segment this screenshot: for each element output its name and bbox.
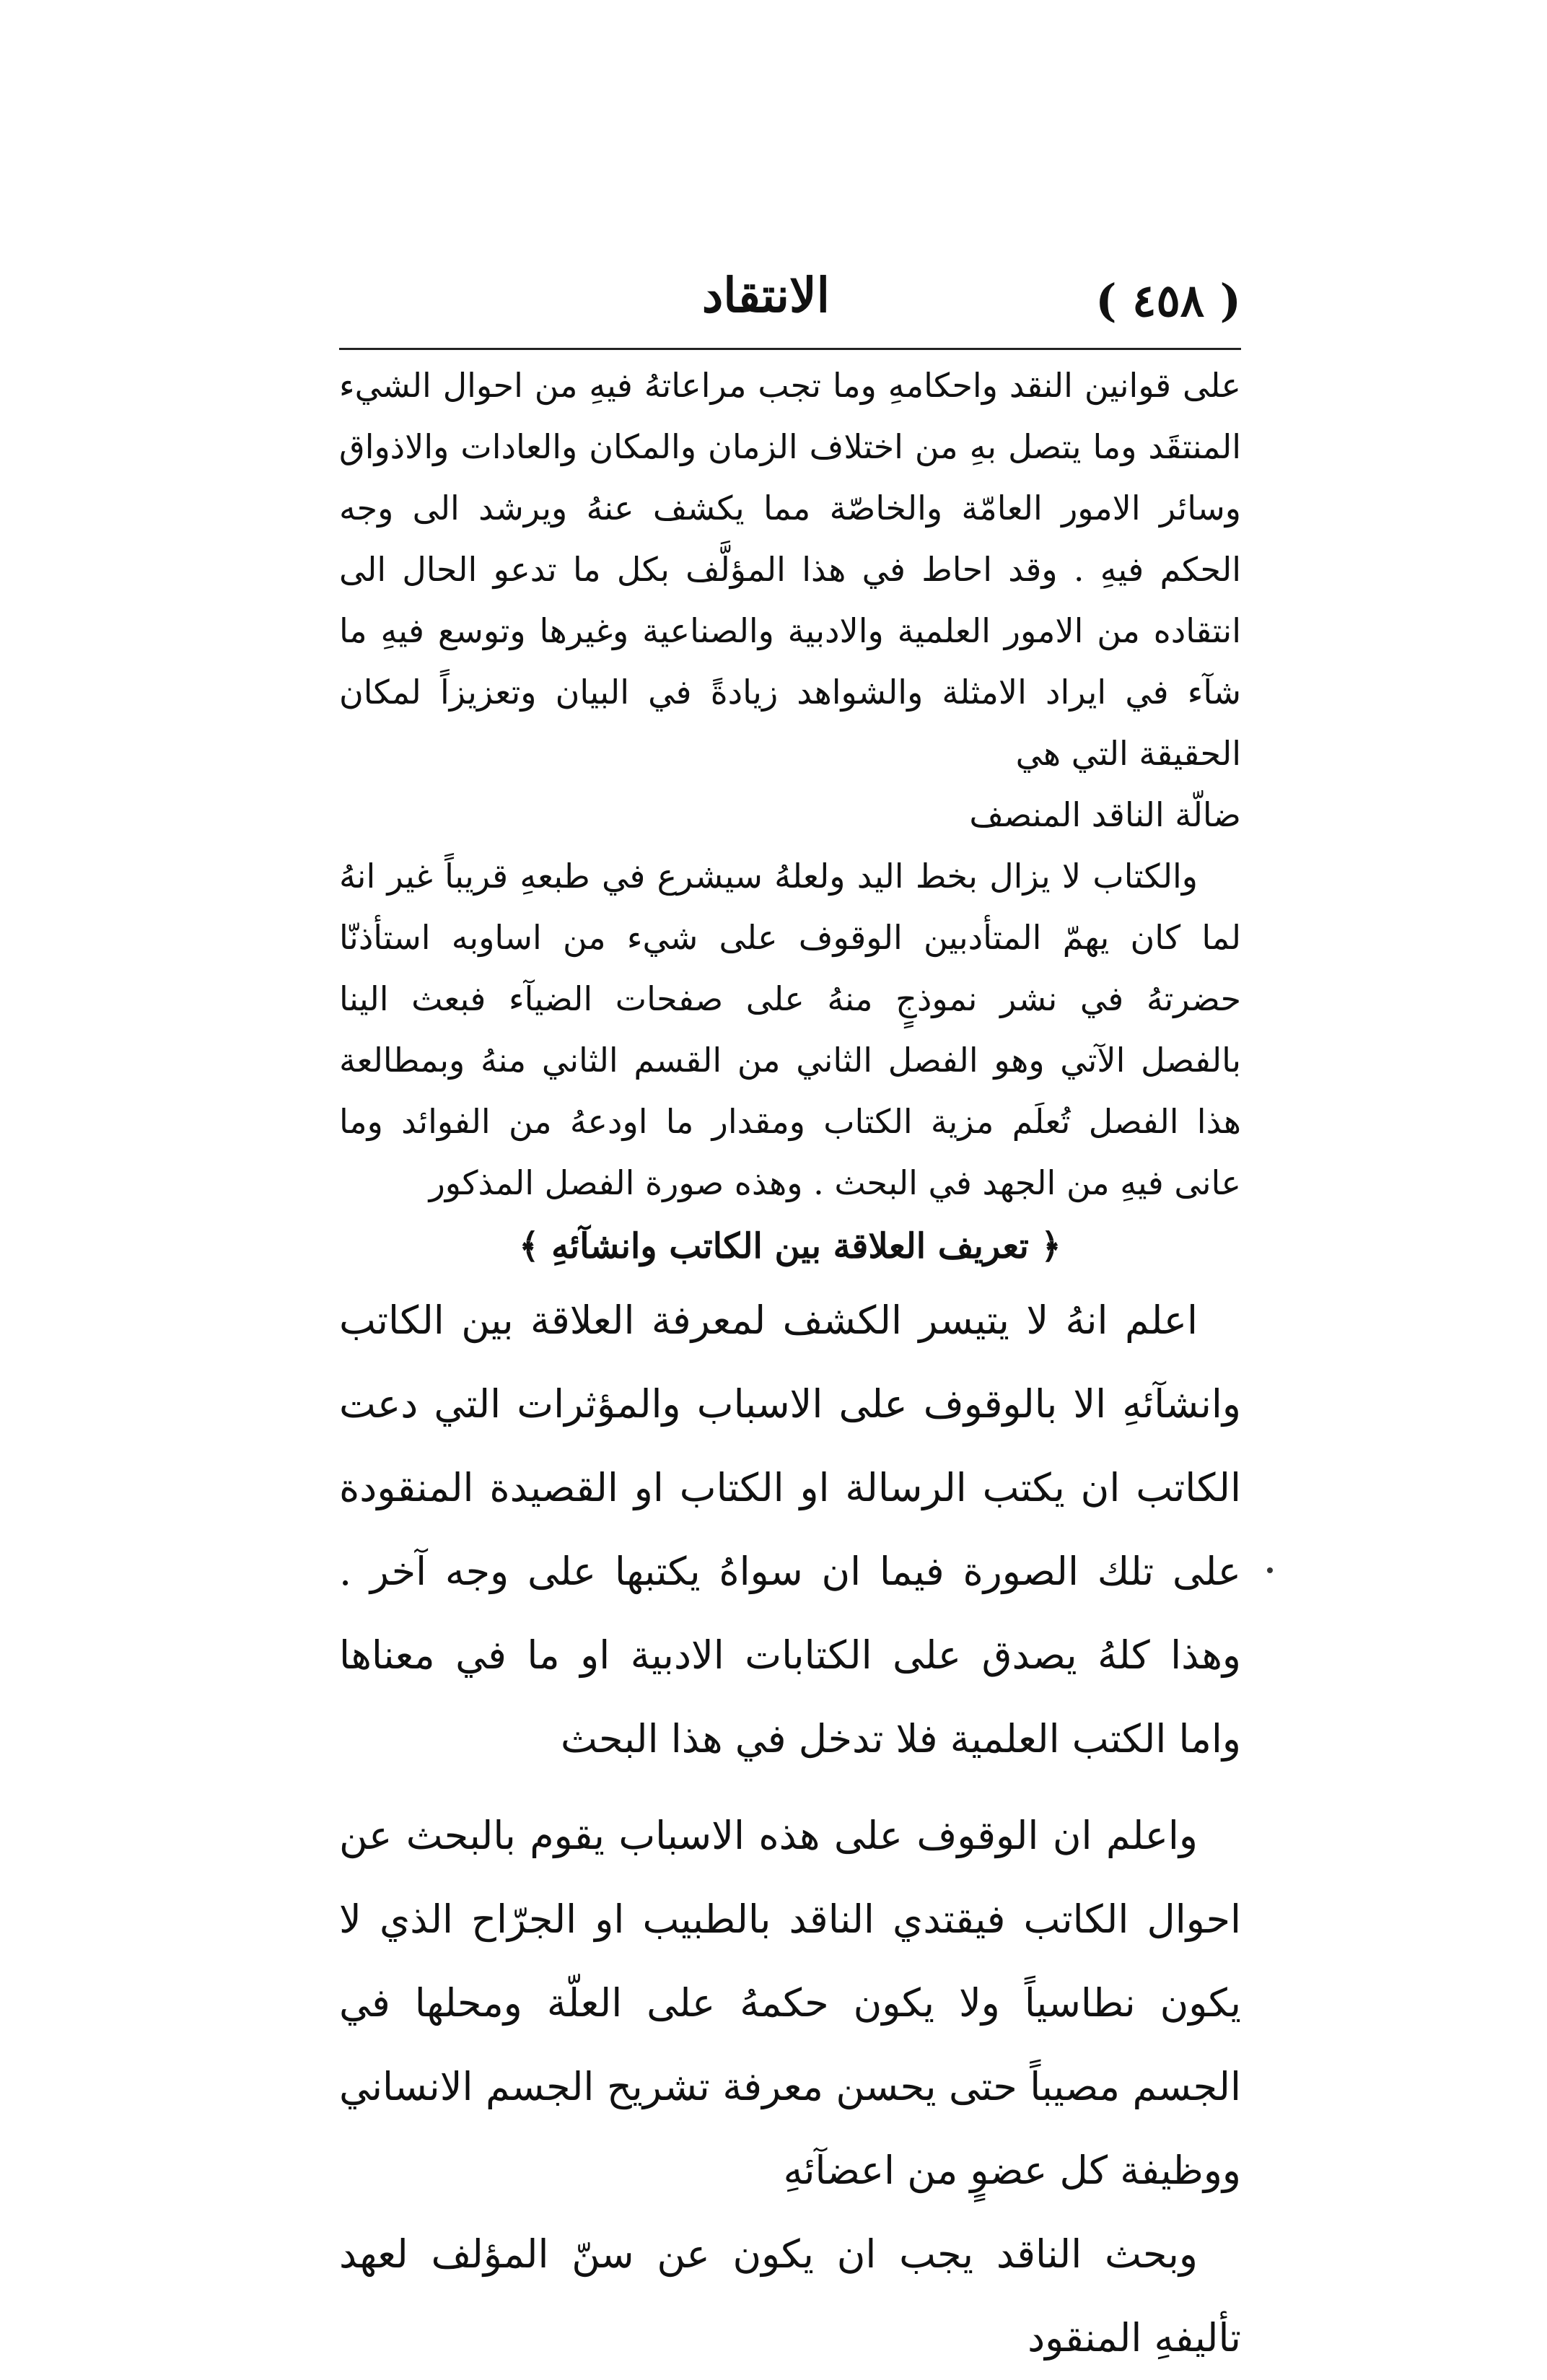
intro-section-2 [339,846,1241,1214]
spacer [339,1273,1241,1279]
spacer [339,1781,1241,1794]
intro-section [339,355,1241,846]
section-heading: ﴿ تعريف العلاقة بين الكاتب وانشآئهِ ﴾ [519,1226,1061,1266]
page-body [339,355,1241,2380]
page-header [339,260,1241,346]
paragraph: ضالّة الناقد المنصف [969,795,1241,834]
paragraph: اعلم انهُ لا يتيسر الكشف لمعرفة العلاقة بين الكاتب وانشآئهِ الا بالوقوف على الاسباب والمؤثرات التي دعت الكاتب ان يكتب الرسالة او الكتاب او القصيدة المنقودة على تلك الصورة فيما ان سواهُ يكتبها على وجه آخر . وهذا كلهُ يصدق على الكتابات الادبية او ما في معناها واما الكتب العلمية فلا تدخل في هذا البحث [339,1298,1241,1762]
paragraph: واعلم ان الوقوف على هذه الاسباب يقوم بالبحث عن احوال الكاتب فيقتدي الناقد بالطبيب او الجرّاح الذي لا يكون نطاسياً ولا يكون حكمهُ على العلّة ومحلها في الجسم مصيباً حتى يحسن معرفة تشريح الجسم الانساني ووظيفة كل عضوٍ من اعضآئهِ [339,1813,1241,2193]
paragraph: والكتاب لا يزال بخط اليد ولعلهُ سيشرع في طبعهِ قريباً غير انهُ لما كان يهمّ المتأدبين الوقوف على شيء من اساوبه استأذنّا حضرتهُ في نشر نموذجٍ منهُ على صفحات الضيآء فبعث الينا بالفصل الآتي وهو الفصل الثاني من القسم الثاني منهُ وبمطالعة هذا الفصل تُعلَم مزية الكتاب ومقدار ما اودعهُ من الفوائد وما عانى فيهِ من الجهد في البحث . وهذه صورة الفصل المذكور [339,857,1242,1202]
margin-mark [1267,1567,1273,1573]
paragraph: وبحث الناقد يجب ان يكون عن سنّ المؤلف لعهد تأليفهِ المنقود [339,2231,1241,2361]
running-title: الانتقاد [701,267,830,323]
paragraph: على قوانين النقد واحكامهِ وما تجب مراعاتهُ فيهِ من احوال الشيء المنتقَد وما يتصل بهِ من اختلاف الزمان والمكان والعادات والاذواق وسائر الامور العامّة والخاصّة مما يكشف عنهُ ويرشد الى وجه الحكم فيهِ . وقد احاط في هذا المؤلَّف بكل ما تدعو الحال الى انتقاده من الامور العلمية والادبية والصناعية وغيرها وتوسع فيهِ ما شآء في ايراد الامثلة والشواهد زيادةً في البيان وتعزيزاً لمكان الحقيقة التي هي [339,366,1241,773]
spacer [339,1214,1241,1220]
main-section [339,1279,1241,2380]
page-number: ( ٤٥٨ ) [1095,274,1241,327]
header-rule [339,348,1241,350]
